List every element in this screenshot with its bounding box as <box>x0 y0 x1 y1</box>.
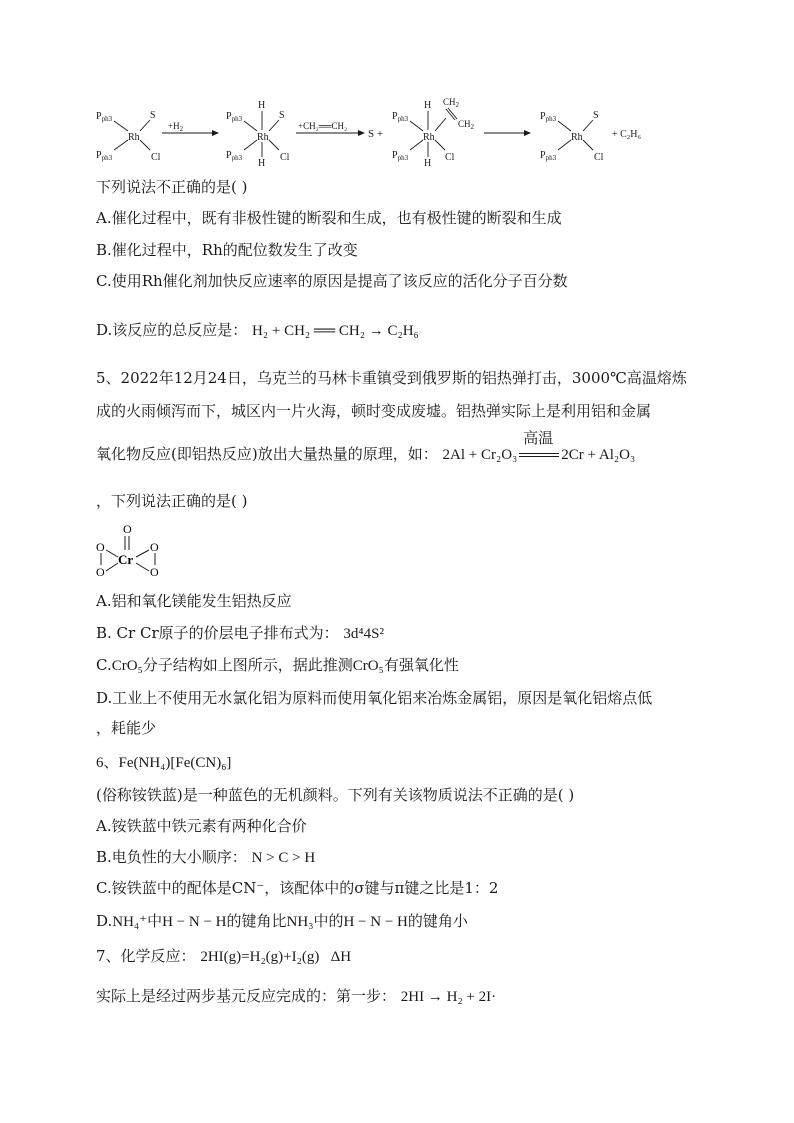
q4-option-d-equation: H₂ + CH₂ ══ CH₂ → C₂H₆ <box>252 323 419 339</box>
arrow-add-h2 <box>162 121 219 136</box>
q7-line2-text: 实际上是经过两步基元反应完成的：第一步： <box>96 987 397 1005</box>
catalytic-cycle-scheme <box>0 0 794 175</box>
q5-option-c-formula-1: CrO₅ <box>111 658 143 674</box>
svg-text:O: O <box>150 565 159 579</box>
svg-text:H: H <box>424 158 432 169</box>
q5-option-c-suffix: 有强氧化性 <box>383 656 459 674</box>
reaction-condition-high-temp: 高温 <box>523 429 554 447</box>
svg-text:Rh: Rh <box>423 132 435 143</box>
q6-option-b-formula: N > C > H <box>251 850 316 866</box>
svg-text:Rh: Rh <box>571 132 583 143</box>
released-s-label: S + <box>368 128 384 140</box>
svg-text:S: S <box>279 110 285 121</box>
q6-stem: (俗称铵铁蓝)是一种蓝色的无机颜料。下列有关该物质说法不正确的是( ) <box>96 786 575 804</box>
q7-prefix: 7、化学反应： <box>96 947 196 965</box>
svg-text:Cl: Cl <box>594 152 604 163</box>
arrow-add-ethene <box>296 121 365 136</box>
svg-text:Cl: Cl <box>445 152 455 163</box>
svg-text:O: O <box>96 565 105 579</box>
q5-text-line1: 5、2022年12月24日，乌克兰的马林卡重镇受到俄罗斯的铝热弹打击，3000℃高温熔炼 <box>96 369 687 387</box>
svg-text:+CH₂══CH₂: +CH₂══CH₂ <box>298 121 348 131</box>
q5-option-d-line2: ，耗能少 <box>96 719 157 737</box>
equals-sign-double-line <box>519 453 559 457</box>
q4-option-a: A.催化过程中，既有非极性键的断裂和生成，也有极性键的断裂和生成 <box>96 209 562 227</box>
svg-text:Pph3: $P_{ph3}$ <box>540 150 557 162</box>
q6-option-d <box>96 911 468 932</box>
q6-formula-line <box>96 752 231 773</box>
svg-text:O: O <box>150 540 159 554</box>
q5-text-line3 <box>96 429 636 465</box>
svg-text:H: H <box>258 100 266 111</box>
q7-equation: 2HI(g)=H₂(g)+I₂(g) ΔH <box>200 949 352 965</box>
q7-line2 <box>96 986 496 1007</box>
q5-option-b <box>96 623 384 644</box>
svg-text:Pph3: $P_{ph3}$ <box>96 150 113 162</box>
svg-text:S: S <box>150 110 156 121</box>
q5-option-d-line1: D.工业上不使用无水氯化铝为原料而使用氧化铝来冶炼金属铝，原因是氧化铝熔点低 <box>96 689 653 707</box>
q5-option-a: A.铝和氧化镁能发生铝热反应 <box>96 592 292 610</box>
svg-text:Pph3: $P_{ph3}$ <box>96 111 113 123</box>
svg-text:Pph3: $P_{ph3}$ <box>540 111 557 123</box>
q6-number-formula: 6、Fe(NH₄)[Fe(CN)₆] <box>96 755 232 771</box>
q5-stem: ，下列说法正确的是( ) <box>96 492 248 510</box>
q6-option-d-mid-2: 的键角比 <box>226 912 287 930</box>
q6-option-d-prefix: D. <box>96 912 113 930</box>
svg-text:CH2: $CH_2$ <box>458 119 475 131</box>
svg-text:Pph3: $P_{ph3}$ <box>392 150 409 162</box>
q5-text-line2: 成的火雨倾泻而下，城区内一片火海，顿时变成废墟。铝热弹实际上是利用铝和金属 <box>96 402 652 420</box>
q5-option-c-mid: 分子结构如上图所示，据此推测 <box>142 656 353 674</box>
q4-option-d <box>96 320 419 341</box>
q6-option-d-formula-4: H − N − H <box>343 914 408 930</box>
svg-text:S: S <box>593 110 599 121</box>
q6-option-b-text: B.电负性的大小顺序： <box>96 848 247 866</box>
complex-2 <box>226 100 290 169</box>
svg-text:+H2: $+H_2$ <box>168 121 184 133</box>
svg-text:Pph3: $P_{ph3}$ <box>226 150 243 162</box>
thermite-equation-right: 2Cr + Al₂O₃ <box>561 447 636 463</box>
q4-stem: 下列说法不正确的是( ) <box>96 178 248 196</box>
complex-3 <box>392 97 475 169</box>
q6-option-b <box>96 847 315 868</box>
q5-option-c-prefix: C. <box>96 656 112 674</box>
svg-text:O: O <box>96 540 105 554</box>
q5-option-b-text: B. Cr Cr原子的价层电子排布式为： <box>96 624 339 642</box>
q6-option-a: A.铵铁蓝中铁元素有两种化合价 <box>96 817 307 835</box>
svg-text:O: O <box>123 522 132 536</box>
q5-text-line3-prefix: 氧化物反应(即铝热反应)放出大量热量的原理，如： <box>96 445 438 463</box>
q5-option-c-formula-2: CrO₅ <box>352 658 384 674</box>
q6-option-d-formula-3: NH₃ <box>286 914 314 930</box>
q5-option-b-formula: 3d⁴4S² <box>343 626 384 642</box>
svg-text:Pph3: $P_{ph3}$ <box>392 111 409 123</box>
svg-text:CH2: $CH_2$ <box>443 97 460 109</box>
q7-step1-equation: 2HI → H₂ + 2I· <box>400 989 497 1005</box>
q6-option-d-suffix: 的键角小 <box>407 912 468 930</box>
svg-text:Cl: Cl <box>151 152 161 163</box>
svg-text:Pph3: $P_{ph3}$ <box>226 111 243 123</box>
svg-text:H: H <box>424 100 432 111</box>
complex-1 <box>96 110 161 163</box>
q6-option-d-mid-3: 中的 <box>313 912 344 930</box>
svg-text:Rh: Rh <box>257 132 269 143</box>
complex-4 <box>540 110 604 163</box>
svg-text:Rh: Rh <box>128 132 140 143</box>
q4-option-b: B.催化过程中，Rh的配位数发生了改变 <box>96 241 358 259</box>
q4-option-c: C.使用Rh催化剂加快反应速率的原因是提高了该反应的活化分子百分数 <box>96 272 568 290</box>
svg-text:Cl: Cl <box>280 152 290 163</box>
q4-option-d-text: D.该反应的总反应是： <box>96 321 248 339</box>
q7-line1 <box>96 946 351 967</box>
q6-option-c: C.铵铁蓝中的配体是CN⁻，该配体中的σ键与π键之比是1：2 <box>96 879 499 897</box>
thermite-equation-left: 2Al + Cr₂O₃ <box>442 447 518 463</box>
q6-option-d-formula-2: H − N − H <box>162 914 227 930</box>
q5-option-c <box>96 655 459 676</box>
ethane-product-label: + C₂H₆ <box>612 129 642 140</box>
q6-option-d-formula-1: NH₄⁺ <box>112 914 148 930</box>
svg-text:Cr: Cr <box>118 552 134 567</box>
q6-option-d-mid-1: 中 <box>147 912 163 930</box>
svg-text:H: H <box>258 158 266 169</box>
arrow-elimination <box>484 130 531 136</box>
cro5-structure-diagram <box>92 520 182 582</box>
